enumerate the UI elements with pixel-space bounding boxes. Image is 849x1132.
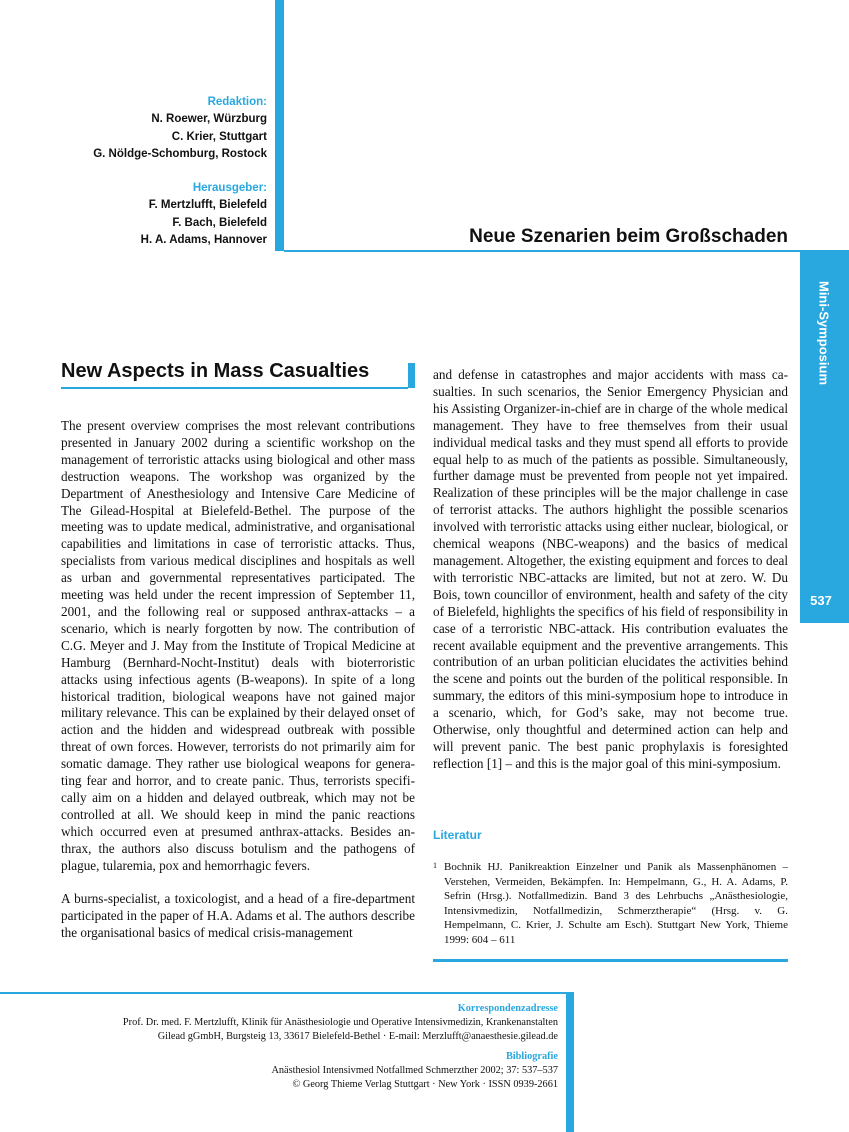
- editors-block: [7, 94, 267, 249]
- herausgeber-editor: F. Mertzlufft, Bielefeld: [148, 199, 267, 212]
- english-title: New Aspects in Mass Casualties: [61, 360, 370, 382]
- herausgeber-editor: F. Bach, Bielefeld: [172, 216, 267, 229]
- header-vertical-bar: [275, 0, 284, 251]
- section-label: Mini-Symposium: [816, 280, 832, 386]
- body-column-right: [433, 367, 788, 773]
- herausgeber-editor: H. A. Adams, Hannover: [140, 234, 267, 247]
- body-paragraph: and defense in catastrophes and major accidents with mass casualties. In such scenarios, the Senior Emergency Physician and his Assisting Organizer-in-chief are in charge of the whole medical management. They have to free themselves from their usual individual medical tasks and they must spend all efforts to provide equal help to as much of the patients as possible. Simultaneously, further damage must be prevented from people not yet impaired. Realization of these principles will be the major challenge in case of terrorist attacks. The authors highlight the possible scenarios involved with terroristic attacks using either nuclear, biological, or chemical weapons (NBC-weapons) and the basics of medical management. Altogether, the existing equipment and forces to deal with terroristic NBC-attacks are limited, but not at zero. W. Du Bois, town councillor of environment, health and safety of the city of Bielefeld, highlights the specifics of his field of responsibility in case of a terroristic NBC-attack. His contribution evaluates the recent available equipment and the preventive arrangements. This contribution of an urban politician elucidates the activities behind the scene and points out the burden of the political responsible. In summary, the editors of this mini-symposium hope to introduce in a scenario, which, for God’s sake, may not become true. Otherwise, only thoughtful and determined action can help and will prevent panic. The best panic prophylaxis is foresighted reflection [1] – and this is the major goal of this mini-symposium.: [433, 367, 788, 771]
- redaktion-editor: N. Roewer, Würzburg: [151, 113, 267, 126]
- literatur-heading: Literatur: [433, 828, 482, 842]
- footer-block: [18, 1002, 558, 1092]
- reference-item: [433, 860, 788, 947]
- reference-number: 1: [433, 861, 437, 870]
- correspondence-line: Gilead gGmbH, Burgsteig 13, 33617 Bielefeld-Bethel · E-mail: Merzlufft@anaesthesie.gilead.de: [157, 1031, 558, 1043]
- body-paragraph: The present overview comprises the most relevant contributions presented in January 2002 during a scientific workshop on the management of terroristic attacks using biological and other mass destruction weapons. The workshop was organized by the Department of Anesthesiology and Intensive Care Medicine of The Gilead-Hospital at Bielefeld-Bethel. The purpose of the meeting was to update medical, administrative, and organisational capabilities and limitations in case of terroristic attacks. Thus, specialists from various medical disciplines and hospitals as well as urban and governmental representatives participated. The meeting was held under the recent impression of September 11, 2001, and the following real or supposed anthrax-attacks – a scenario, which is nearly forgotten by now. The contribution of C.G. Meyer and J. May from the Institute of Tropical Medicine at Hamburg (Bernhard-Nocht-Institut) deals with bioterroristic attacks using infectious agents (B-weapons). In spite of a long historical tradition, biological weapons have not gained major military relevance. This can be explained by their delayed onset of action and the hidden and widespread outbreak with possible threat of own forces. However, terrorists do not primarily aim for somatic damage. They rather use biological weapons for generating fear and horror, and to create panic. Thus, terrorists specifically aim on a hidden and delayed outbreak, which may not be controlled at all. We should keep in mind the panic reactions which occurred even at presumed anthrax-attacks. Besides anthrax, the authors also discuss botulism and the pathogens of plague, tularemia, pox and hemorrhagic fevers.: [61, 418, 415, 873]
- german-title: Neue Szenarien beim Großschaden: [469, 226, 788, 247]
- redaktion-editor: G. Nöldge-Schomburg, Rostock: [93, 147, 267, 160]
- title-marker: [408, 363, 415, 388]
- footer-vertical-bar: [566, 992, 574, 1132]
- herausgeber-label: Herausgeber:: [192, 182, 267, 195]
- body-column-left: [61, 418, 415, 942]
- bibliography-label: Bibliografie: [505, 1050, 558, 1062]
- footer-rule: [0, 992, 566, 994]
- reference-rule: [433, 959, 788, 962]
- title-rule: [61, 387, 408, 389]
- redaktion-editor: C. Krier, Stuttgart: [171, 130, 267, 143]
- page-number: 537: [810, 593, 832, 608]
- redaktion-label: Redaktion:: [207, 96, 267, 108]
- header-rule: [284, 250, 849, 252]
- correspondence-line: Prof. Dr. med. F. Mertzlufft, Klinik für Anästhesiologie und Operative Intensivmedizin, Krankenanstalten: [122, 1017, 558, 1029]
- bibliography-line: Anästhesiol Intensivmed Notfallmed Schmerzther 2002; 37: 537–537: [271, 1064, 558, 1076]
- correspondence-label: Korrespondenzadresse: [457, 1003, 558, 1014]
- body-paragraph: A burns-specialist, a toxicologist, and a head of a fire-department participated in the paper of H.A. Adams et al. The authors describe the organisational basics of medical crisis-management: [61, 891, 415, 941]
- bibliography-line: © Georg Thieme Verlag Stuttgart · New York · ISSN 0939-2661: [292, 1079, 558, 1091]
- reference-text: Bochnik HJ. Panikreaktion Einzelner und Panik als Massenphänomen – Verstehen, Vermeiden, Bekämpfen. In: Hempelmann, G., H. A. Adams, P. Sefrin (Hrsg.). Notfallmedizin. Band 3 des Lehrbuchs „Anästhesiologie, Intensivmedizin, Notfallmedizin, Schmerztherapie“ (Hrsg. v. G. Hempelmann, C. Krier, J. Schulte am Esch). Stuttgart New York, Thieme 1999: 604 – 611: [444, 861, 788, 946]
